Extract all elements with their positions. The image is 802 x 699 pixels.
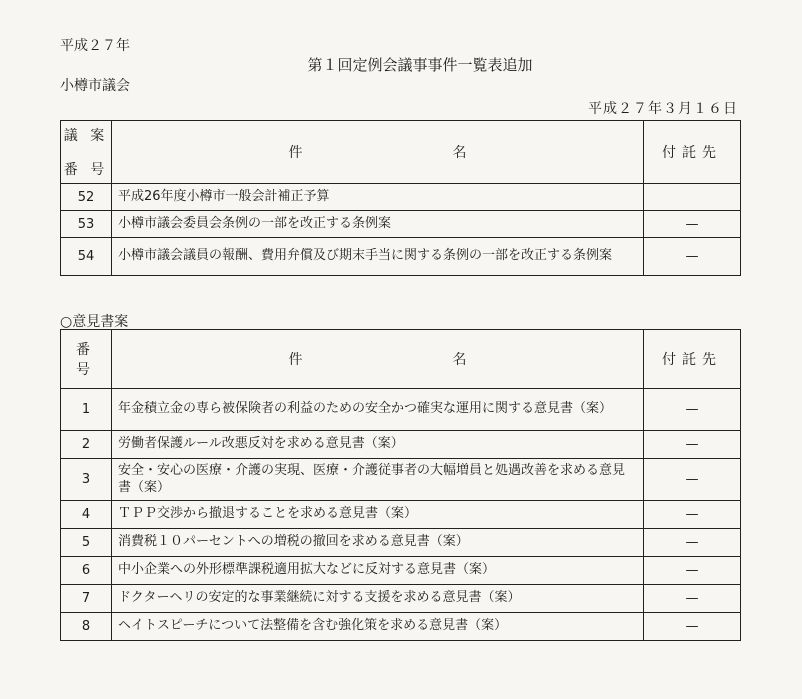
table-row <box>61 557 741 585</box>
table-row <box>61 459 741 501</box>
bills-table <box>60 120 741 276</box>
section-title-opinions: ○意見書案 <box>60 314 129 330</box>
opinion-name: 労働者保護ルール改悪反対を求める意見書（案） <box>112 431 644 459</box>
bill-committee: — <box>644 238 741 276</box>
header-item-name-b: 名 <box>452 145 467 161</box>
document-date: 平成２７年３月１６日 <box>588 101 738 117</box>
header-item-name-b: 名 <box>452 352 467 368</box>
opinion-name: 中小企業への外形標準課税適用拡大などに反対する意見書（案） <box>112 557 644 585</box>
opinion-committee: — <box>644 431 741 459</box>
table-row <box>61 238 741 276</box>
table-row <box>61 613 741 641</box>
document-title: 第１回定例会議事事件一覧表追加 <box>307 56 533 74</box>
header-bill-number <box>61 121 112 184</box>
opinion-committee: — <box>644 529 741 557</box>
opinion-committee: — <box>644 585 741 613</box>
bill-number: 52 <box>61 184 112 211</box>
header-item-name-a: 件 <box>288 352 303 368</box>
header-item-name <box>112 121 644 184</box>
opinion-committee: — <box>644 501 741 529</box>
bill-committee <box>644 184 741 211</box>
opinion-committee: — <box>644 389 741 431</box>
opinion-name: ＴＰＰ交渉から撤退することを求める意見書（案） <box>112 501 644 529</box>
opinion-committee: — <box>644 613 741 641</box>
opinion-name: 消費税１０パーセントへの増税の撤回を求める意見書（案） <box>112 529 644 557</box>
year-label: 平成２７年 <box>60 38 130 54</box>
header-committee: 付託先 <box>644 121 741 184</box>
opinion-number: 3 <box>61 459 112 501</box>
opinion-number: 8 <box>61 613 112 641</box>
opinion-name: ヘイトスピーチについて法整備を含む強化策を求める意見書（案） <box>112 613 644 641</box>
opinions-table-header <box>61 330 741 389</box>
bill-committee: — <box>644 211 741 238</box>
opinion-number: 4 <box>61 501 112 529</box>
bill-number: 54 <box>61 238 112 276</box>
header-item-name <box>112 330 644 389</box>
header-committee: 付託先 <box>644 330 741 389</box>
header-item-name-a: 件 <box>288 145 303 161</box>
opinion-name: ドクターヘリの安定的な事業継続に対する支援を求める意見書（案） <box>112 585 644 613</box>
opinion-committee: — <box>644 459 741 501</box>
table-row <box>61 184 741 211</box>
bill-name: 平成26年度小樽市一般会計補正予算 <box>112 184 644 211</box>
bill-name: 小樽市議会委員会条例の一部を改正する条例案 <box>112 211 644 238</box>
opinion-name: 安全・安心の医療・介護の実現、医療・介護従事者の大幅増員と処遇改善を求める意見書（案） <box>112 459 644 501</box>
opinion-number: 7 <box>61 585 112 613</box>
table-row <box>61 431 741 459</box>
table-row <box>61 211 741 238</box>
bills-table-header <box>61 121 741 184</box>
header-number: 番 号 <box>61 330 112 389</box>
table-row <box>61 389 741 431</box>
table-row <box>61 501 741 529</box>
opinion-number: 6 <box>61 557 112 585</box>
bill-name: 小樽市議会議員の報酬、費用弁償及び期末手当に関する条例の一部を改正する条例案 <box>112 238 644 276</box>
header-bill-number-bottom: 番 号 <box>63 162 109 178</box>
opinion-number: 5 <box>61 529 112 557</box>
header-bill-number-top: 議 案 <box>63 128 109 144</box>
bill-number: 53 <box>61 211 112 238</box>
opinion-number: 2 <box>61 431 112 459</box>
opinion-committee: — <box>644 557 741 585</box>
opinion-name: 年金積立金の専ら被保険者の利益のための安全かつ確実な運用に関する意見書（案） <box>112 389 644 431</box>
table-row <box>61 585 741 613</box>
table-row <box>61 529 741 557</box>
opinions-table <box>60 329 741 641</box>
council-name: 小樽市議会 <box>60 78 130 94</box>
opinion-number: 1 <box>61 389 112 431</box>
